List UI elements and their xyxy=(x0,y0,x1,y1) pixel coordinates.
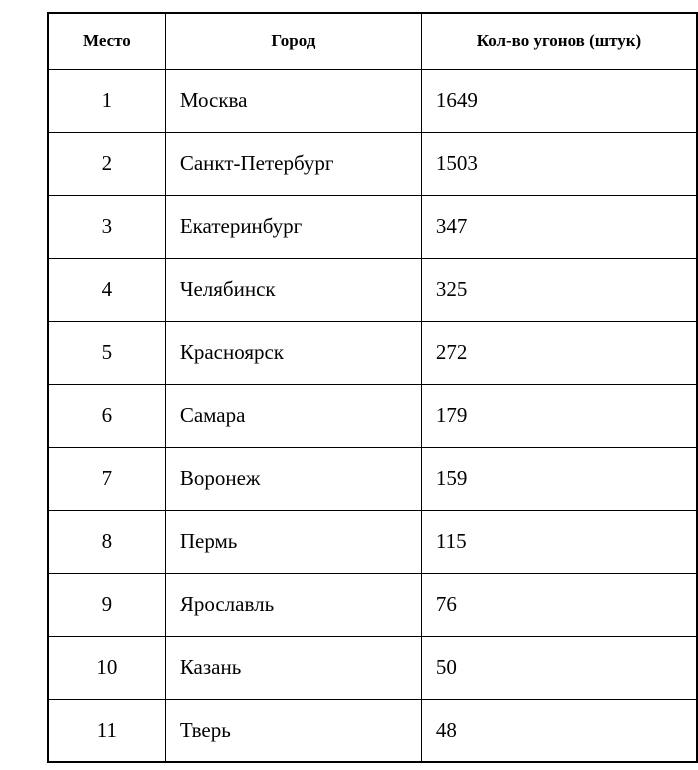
count-cell: 1649 xyxy=(421,69,697,132)
place-cell: 4 xyxy=(48,258,165,321)
place-cell: 1 xyxy=(48,69,165,132)
place-cell: 6 xyxy=(48,384,165,447)
city-cell: Тверь xyxy=(165,699,421,762)
header-city: Город xyxy=(165,13,421,69)
header-count: Кол-во угонов (штук) xyxy=(421,13,697,69)
count-cell: 325 xyxy=(421,258,697,321)
count-cell: 347 xyxy=(421,195,697,258)
count-cell: 50 xyxy=(421,636,697,699)
header-place: Место xyxy=(48,13,165,69)
city-theft-table xyxy=(47,12,698,763)
count-cell: 76 xyxy=(421,573,697,636)
place-cell: 8 xyxy=(48,510,165,573)
count-cell: 272 xyxy=(421,321,697,384)
table-row xyxy=(48,132,697,195)
city-cell: Екатеринбург xyxy=(165,195,421,258)
count-cell: 1503 xyxy=(421,132,697,195)
place-cell: 7 xyxy=(48,447,165,510)
city-cell: Воронеж xyxy=(165,447,421,510)
table-row xyxy=(48,195,697,258)
city-cell: Санкт-Петербург xyxy=(165,132,421,195)
header-row xyxy=(48,13,697,69)
table-row xyxy=(48,510,697,573)
table-row xyxy=(48,699,697,762)
city-cell: Москва xyxy=(165,69,421,132)
place-cell: 2 xyxy=(48,132,165,195)
city-cell: Красноярск xyxy=(165,321,421,384)
place-cell: 3 xyxy=(48,195,165,258)
place-cell: 11 xyxy=(48,699,165,762)
table-row xyxy=(48,636,697,699)
city-cell: Казань xyxy=(165,636,421,699)
table-row xyxy=(48,321,697,384)
place-cell: 5 xyxy=(48,321,165,384)
place-cell: 9 xyxy=(48,573,165,636)
city-cell: Пермь xyxy=(165,510,421,573)
count-cell: 179 xyxy=(421,384,697,447)
count-cell: 115 xyxy=(421,510,697,573)
count-cell: 48 xyxy=(421,699,697,762)
table-row xyxy=(48,384,697,447)
city-cell: Челябинск xyxy=(165,258,421,321)
table-body xyxy=(48,69,697,762)
city-cell: Ярославль xyxy=(165,573,421,636)
count-cell: 159 xyxy=(421,447,697,510)
city-cell: Самара xyxy=(165,384,421,447)
place-cell: 10 xyxy=(48,636,165,699)
table-row xyxy=(48,447,697,510)
table-row xyxy=(48,69,697,132)
table-header xyxy=(48,13,697,69)
table-row xyxy=(48,258,697,321)
table-row xyxy=(48,573,697,636)
